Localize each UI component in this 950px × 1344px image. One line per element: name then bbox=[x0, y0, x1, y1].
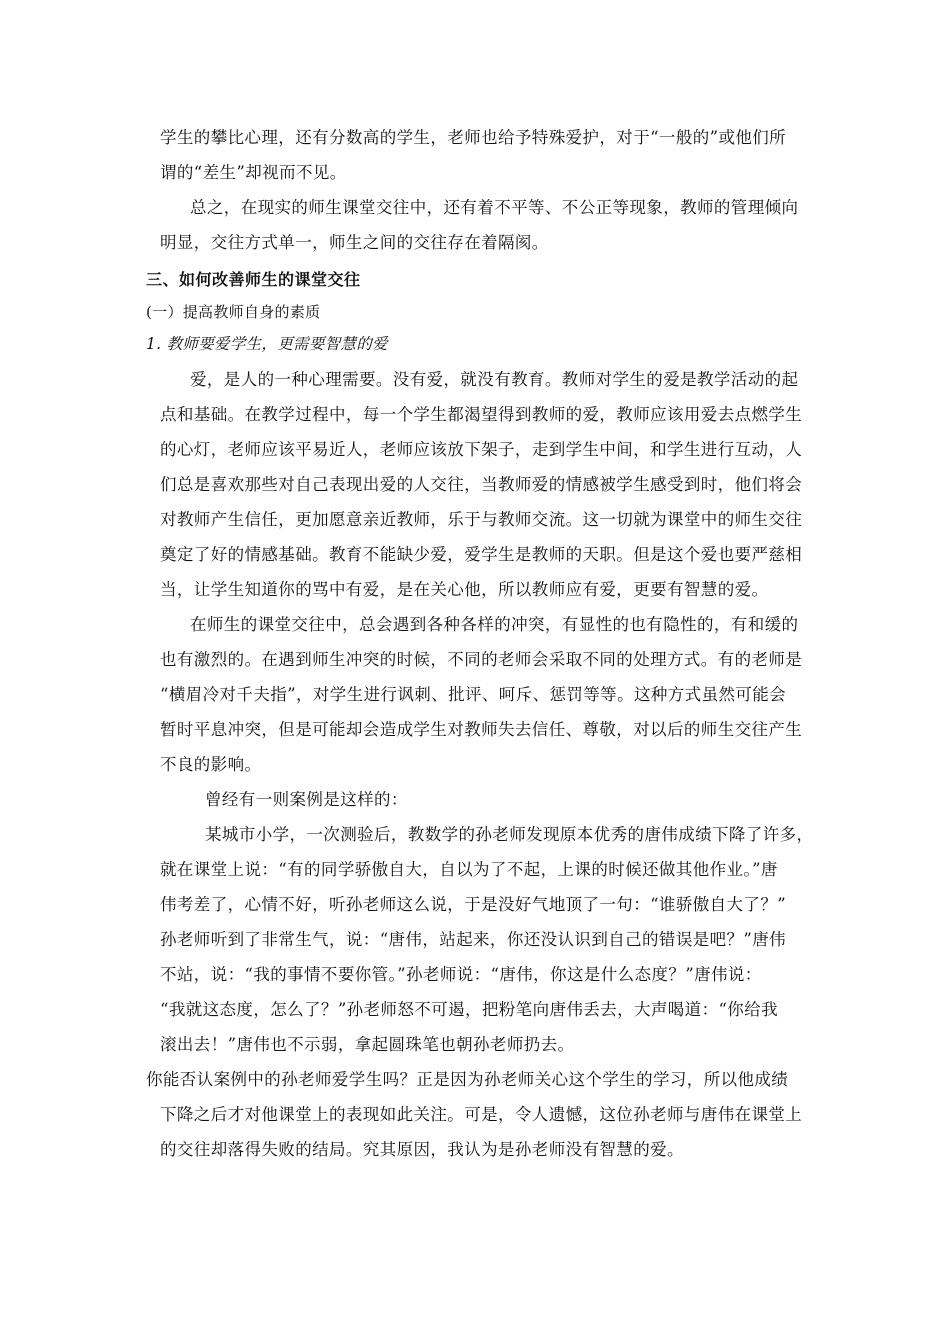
paragraph-line: 就在课堂上说：“有的同学骄傲自大，自以为了不起，上课的时候还做其他作业。”唐 bbox=[160, 860, 778, 879]
paragraph-line: 也有激烈的。在遇到师生冲突的时候，不同的老师会采取不同的处理方式。有的老师是 bbox=[160, 650, 803, 669]
numbered-heading: 1. 教师要爱学生，更需要智慧的爱 bbox=[146, 335, 388, 353]
paragraph-line: 不站，说：“我的事情不要你管。”孙老师说：“唐伟，你这是什么态度？”唐伟说： bbox=[160, 965, 762, 984]
paragraph-line: 曾经有一则案例是这样的： bbox=[205, 790, 408, 809]
paragraph-line: 点和基础。在教学过程中，每一个学生都渴望得到教师的爱，教师应该用爱去点燃学生 bbox=[160, 405, 803, 424]
subsection-heading: (一）提高教师自身的素质 bbox=[146, 303, 321, 321]
paragraph-line: “我就这态度，怎么了？”孙老师怒不可遏，把粉笔向唐伟丢去，大声喝道：“你给我 bbox=[160, 1000, 779, 1019]
paragraph-line: 对教师产生信任，更加愿意亲近教师，乐于与教师交流。这一切就为课堂中的师生交往 bbox=[160, 510, 803, 529]
section-heading: 三、如何改善师生的课堂交往 bbox=[146, 270, 361, 289]
paragraph-line: “横眉冷对千夫指”，对学生进行讽刺、批评、呵斥、惩罚等等。这种方式虽然可能会 bbox=[160, 685, 787, 704]
paragraph-line: 的心灯，老师应该平易近人，老师应该放下架子，走到学生中间，和学生进行互动，人 bbox=[160, 440, 803, 459]
paragraph-line: 不良的影响。 bbox=[160, 755, 262, 774]
paragraph-line: 爱，是人的一种心理需要。没有爱，就没有教育。教师对学生的爱是教学活动的起 bbox=[190, 370, 799, 389]
paragraph-line: 谓的“差生”却视而不见。 bbox=[160, 163, 347, 182]
paragraph-line: 暂时平息冲突，但是可能却会造成学生对教师失去信任、尊敬，对以后的师生交往产生 bbox=[160, 720, 803, 739]
paragraph-line: 学生的攀比心理，还有分数高的学生，老师也给予特殊爱护，对于“一般的”或他们所 bbox=[160, 128, 787, 147]
paragraph-line: 伟考差了，心情不好，听孙老师这么说，于是没好气地顶了一句：“谁骄傲自大了？” bbox=[160, 895, 787, 914]
paragraph-line: 孙老师听到了非常生气，说：“唐伟，站起来，你还没认识到自己的错误是吧？”唐伟 bbox=[160, 930, 787, 949]
paragraph-line: 奠定了好的情感基础。教育不能缺少爱，爱学生是教师的天职。但是这个爱也要严慈相 bbox=[160, 545, 803, 564]
paragraph-line: 的交往却落得失败的结局。究其原因，我认为是孙老师没有智慧的爱。 bbox=[160, 1140, 684, 1159]
paragraph-line: 下降之后才对他课堂上的表现如此关注。可是，令人遗憾，这位孙老师与唐伟在课堂上 bbox=[160, 1105, 803, 1124]
paragraph-line: 明显，交往方式单一，师生之间的交往存在着隔阂。 bbox=[160, 233, 549, 252]
paragraph-line: 在师生的课堂交往中，总会遇到各种各样的冲突，有显性的也有隐性的，有和缓的 bbox=[190, 615, 799, 634]
paragraph-line: 滚出去！”唐伟也不示弱，拿起圆珠笔也朝孙老师扔去。 bbox=[160, 1035, 575, 1054]
paragraph-line: 们总是喜欢那些对自己表现出爱的人交往，当教师爱的情感被学生感受到时，他们将会 bbox=[160, 475, 803, 494]
paragraph-line: 总之，在现实的师生课堂交往中，还有着不平等、不公正等现象，教师的管理倾向 bbox=[190, 198, 799, 217]
paragraph-line: 你能否认案例中的孙老师爱学生吗？正是因为孙老师关心这个学生的学习，所以他成绩 bbox=[146, 1070, 789, 1089]
paragraph-line: 某城市小学，一次测验后，教数学的孙老师发现原本优秀的唐伟成绩下降了许多， bbox=[205, 825, 814, 844]
paragraph-line: 当，让学生知道你的骂中有爱，是在关心他，所以教师应有爱，更要有智慧的爱。 bbox=[160, 580, 769, 599]
